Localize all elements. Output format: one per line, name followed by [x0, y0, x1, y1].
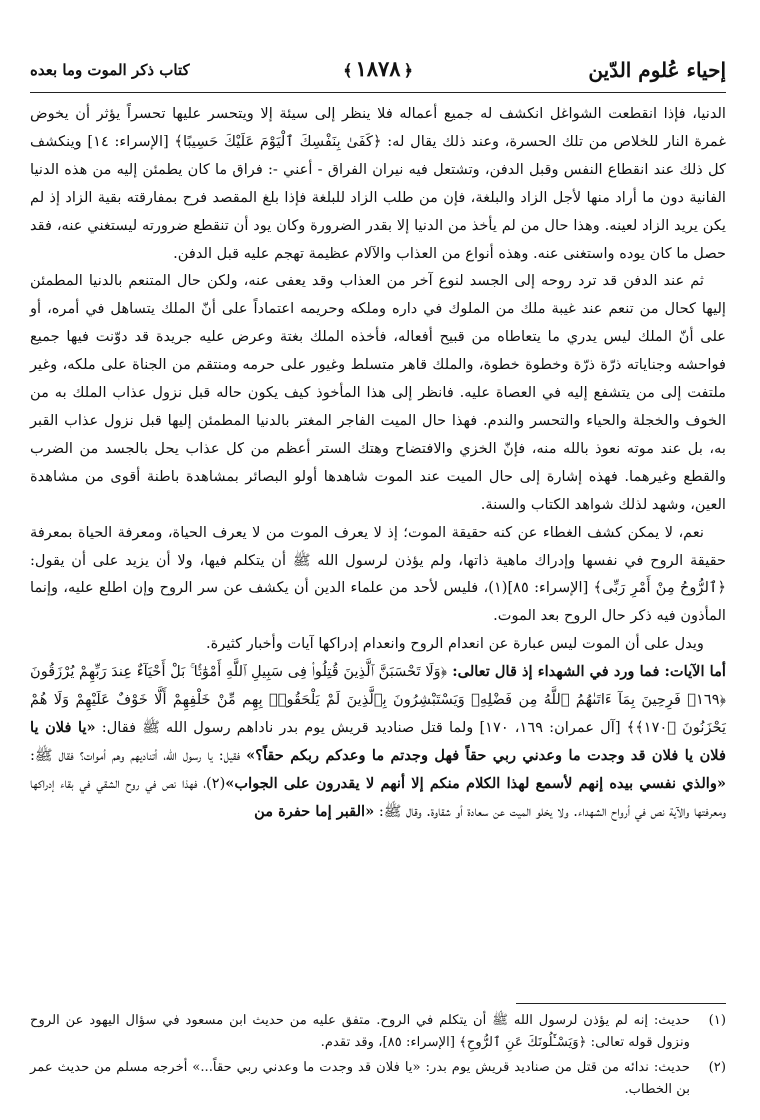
book-title: إحياء عُلوم الدّين	[588, 58, 726, 82]
ornament-left-icon: ﴿	[403, 61, 413, 80]
header-divider	[30, 92, 726, 93]
hadith-quote-2: «والذي نفسي بيده إنهم لأسمع لهذا الكلام منكم إلا أنهم لا يقدرون على الجواب»	[225, 774, 726, 792]
page-number: ١٨٧٨	[355, 56, 401, 81]
ornament-right-icon: ﴾	[343, 61, 353, 80]
main-text	[30, 100, 726, 826]
page-number-block	[340, 56, 416, 81]
footnote-text: حديث: ندائه من قتل من صناديد قريش يوم بدر: «يا فلان قد وجدت ما وعدني ربي حقاً...» أخرجه مسلم من حديث عمر بن الخطاب.	[30, 1060, 690, 1097]
paragraph-5-lead: أما الآيات: فما ورد في الشهداء إذ قال تعالى:	[447, 663, 726, 681]
footnote-text: حديث: إنه لم يؤذن لرسول الله ﷺ أن يتكلم في الروح. متفق عليه من حديث ابن مسعود في سؤال اليهود عن الروح ونزول قوله تعالى: ﴿وَيَسْـَٔلُونَكَ عَنِ ٱلرُّوحِ﴾ [الإسراء: ٨٥]، وقد تقدم.	[30, 1013, 690, 1050]
paragraph-5-part-c: فقيل: يا رسول الله، أتناديهم وهم أموات؟ فقال ﷺ:	[30, 746, 247, 764]
footnote-1	[30, 1010, 726, 1054]
footnote-2	[30, 1057, 726, 1101]
footnotes	[30, 1010, 726, 1104]
paragraph-2: ثم عند الدفن قد ترد روحه إلى الجسد لنوع آخر من العذاب وقد يعفى عنه، ولكن حال المتنعم بالدنيا المطمئن إليها كحال من تنعم عند غيبة ملك من الملوك في داره وملكه وحريمه اعتماداً على أنّ الملك يتساهل في أمره، أو على أنّ الملك ليس يدري ما يتعاطاه من قبيح أفعاله، فأخذه الملك بغتة وعرض عليه جريدة قد دوّنت فيها جميع فواحشه وجناياته ذرّة ذرّة وخطوة خطوة، والملك قاهر متسلط وغيور على حرمه ومنتقم من الجناة على ملكه، وغير ملتفت إلى من يتشفع إليه في العصاة عليه. فانظر إلى هذا المأخوذ كيف يكون حاله قبل نزول عذاب الملك به من الخوف والخجلة والحياء والتحسر والندم. فهذا حال الميت الفاجر المغتر بالدنيا المطمئن إليها قبل نزول عذاب القبر به، بل عند موته نعوذ بالله منه، فإنّ الخزي والافتضاح وهتك الستر أعظم من كل عذاب يحل بالجسد من الضرب والقطع وغيرهما. فهذه إشارة إلى حال الميت عند الموت شاهدها أولو البصائر بمشاهدة باطنة أقوى من مشاهدة العين، وشهد لذلك شواهد الكتاب والسنة.	[30, 272, 726, 513]
hadith-quote-3: «القبر إما حفرة من	[254, 802, 375, 820]
chapter-title: كتاب ذكر الموت وما بعده	[30, 61, 190, 79]
paragraph-5-part-d: (٢)، فهذا نص في روح الشقي في بقاء إدراكها ومعرفتها والآية نص في أرواح الشهداء. ولا يخلو الميت عن سعادة أو شقاوة. وقال ﷺ:	[30, 774, 726, 820]
footnote-divider	[516, 1003, 726, 1004]
paragraph-4: ويدل على أن الموت ليس عبارة عن انعدام الروح وانعدام إدراكها آيات وأخبار كثيرة.	[206, 635, 704, 653]
paragraph-3: نعم، لا يمكن كشف الغطاء عن كنه حقيقة الموت؛ إذ لا يعرف الموت من لا يعرف الحياة، ومعرفة الحياة بمعرفة حقيقة الروح في نفسها وإدراك ماهية ذاتها، ولم يؤذن لرسول الله ﷺ أن يتكلم فيها، ولا أن يزيد على أن يقول: ﴿ٱلرُّوحُ مِنْ أَمْرِ رَبِّى﴾ [الإسراء: ٨٥](١)، فليس لأحد من علماء الدين أن يكشف عن سر الروح وإن اطلع عليه، وإنما المأذون فيه ذكر حال الروح بعد الموت.	[30, 523, 727, 625]
footnote-number: (١)	[708, 1013, 726, 1028]
page-header	[30, 52, 726, 92]
paragraph-5	[30, 658, 726, 825]
hadith-quote-1: «يا فلان يا فلان يا فلان قد وجدت ما وعدني ربي حقاً فهل وجدتم ما وعدكم ربكم حقاً؟»	[30, 718, 726, 764]
paragraph-5-part-b: [آل عمران: ١٦٩، ١٧٠] ولما قتل صناديد قريش يوم بدر ناداهم رسول الله ﷺ فقال:	[95, 718, 627, 736]
quran-verse: ﴿وَلَا تَحْسَبَنَّ ٱلَّذِينَ قُتِلُوا۟ فِى سَبِيلِ ٱللَّهِ أَمْوَٰتًۢا ۚ بَلْ أَحْيَآءٌ عِندَ رَبِّهِمْ يُرْزَقُونَ ﴿١٦٩﴾ فَرِحِينَ بِمَآ ءَاتَىٰهُمُ ٱللَّهُ مِن فَضْلِهِۦ وَيَسْتَبْشِرُونَ بِٱلَّذِينَ لَمْ يَلْحَقُوا۟ بِهِم مِّنْ خَلْفِهِمْ أَلَّا خَوْفٌ عَلَيْهِمْ وَلَا هُمْ يَحْزَنُونَ ﴿١٧٠﴾﴾	[30, 663, 727, 736]
paragraph-1: الدنيا، فإذا انقطعت الشواغل انكشف له جميع أعماله فلا ينظر إلى سيئة إلا ويتحسر عليها تحسراً يؤثر أن يخوض غمرة النار للخلاص من تلك الحسرة، وعند ذلك يقال له: ﴿كَفَىٰ بِنَفْسِكَ ٱلْيَوْمَ عَلَيْكَ حَسِيبًا﴾ [الإسراء: ١٤] وينكشف كل ذلك عند انقطاع النفس وقبل الدفن، وتشتعل فيه نيران الفراق - أعني -: فراق ما كان يطمئن إليه من هذه الدنيا الفانية دون ما أراد منها لأجل الزاد والبلغة، فإن من طلب الزاد للبلغة فإذا بلغ المقصد فرح بمفارقته بقية الزاد إذ لم يكن يريد الزاد لعينه. وهذا حال من لم يأخذ من الدنيا إلا بقدر الضرورة وكان يود أن تنقطع ضرورته ليستغني عنه، فقد حصل ما كان يوده واستغنى عنه. وهذه أنواع من العذاب والآلام عظيمة تهجم عليه قبل الدفن.	[30, 105, 726, 262]
footnote-number: (٢)	[708, 1060, 726, 1075]
